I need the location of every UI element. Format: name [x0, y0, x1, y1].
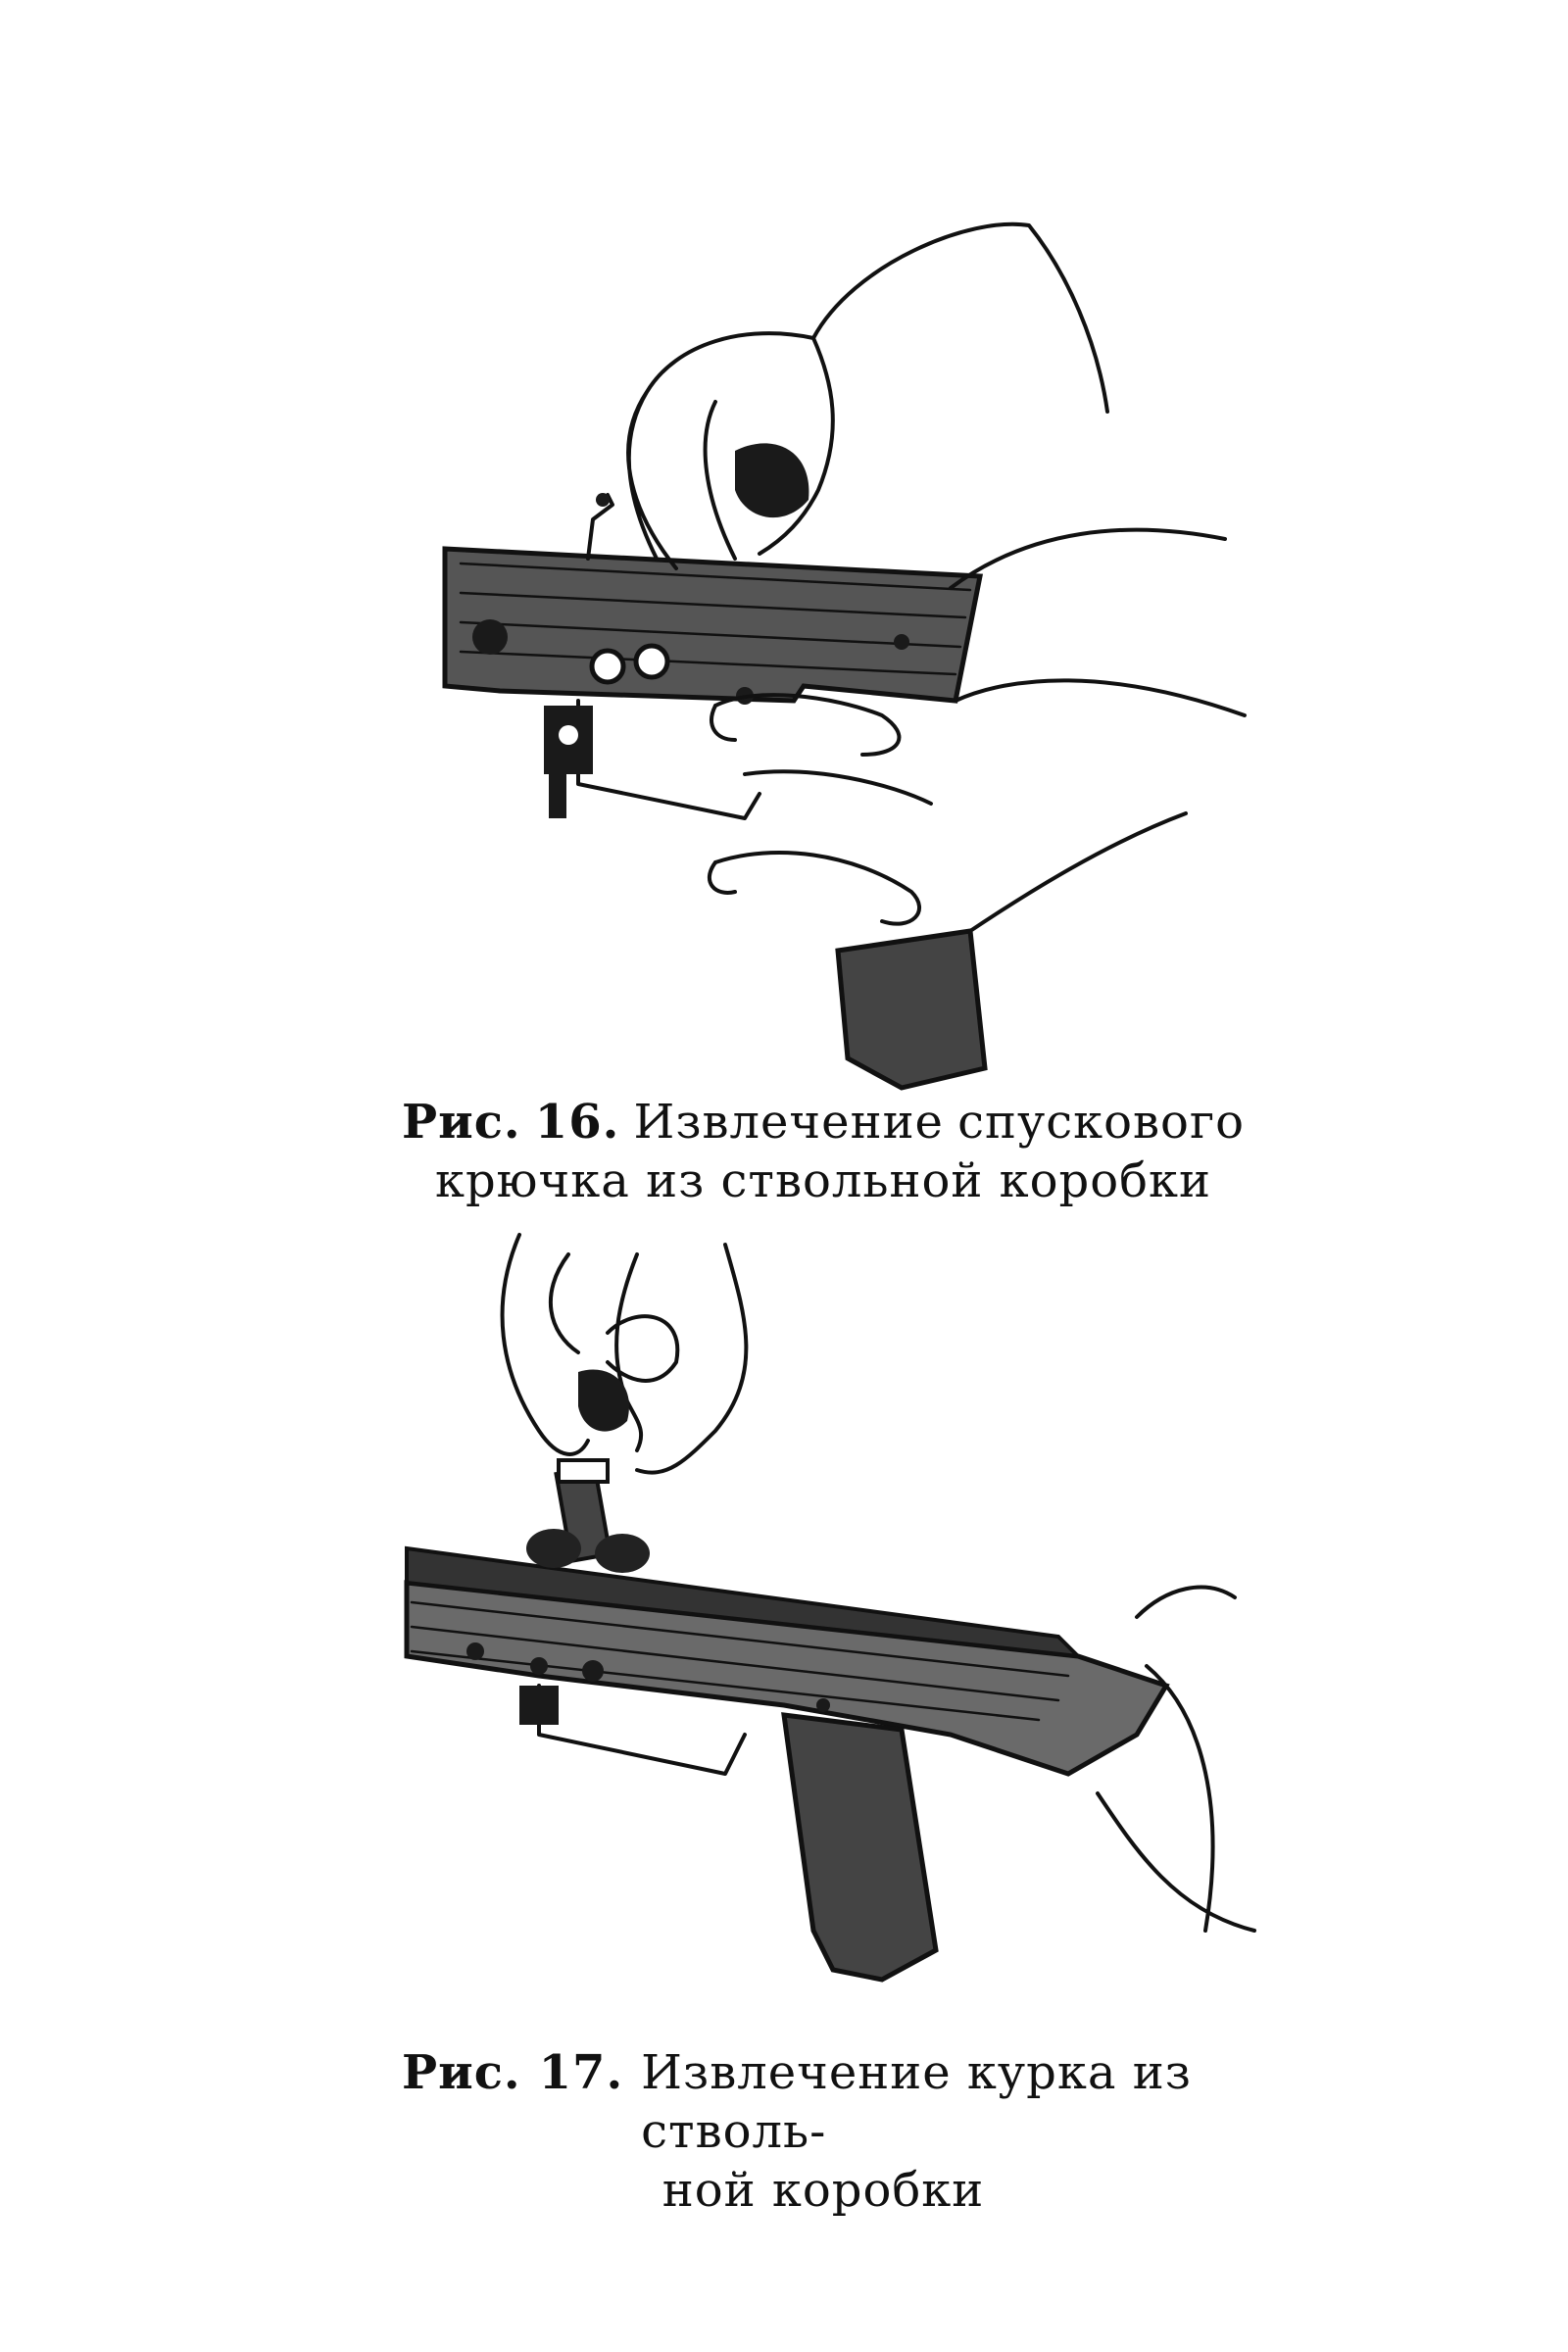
hammer-part: [526, 1460, 650, 1573]
figure-number: 16.: [534, 1095, 620, 1150]
figure-17-caption-line-2: ной коробки: [662, 2163, 985, 2218]
right-hand: [1098, 1588, 1254, 1931]
figure-number: 17.: [538, 2045, 624, 2100]
pistol-grip: [838, 931, 985, 1088]
upper-hand: [503, 1235, 747, 1473]
figure-16-caption-line-2: крючка из ствольной коробки: [434, 1153, 1212, 1208]
figure-16-illustration: [421, 206, 1264, 1107]
figure-17-illustration: [392, 1225, 1274, 2087]
figure-label: Рис.: [402, 1095, 521, 1150]
pistol-grip: [784, 1715, 936, 1980]
caption-word: Извлечение: [633, 1095, 944, 1150]
caption-word: спускового: [957, 1095, 1245, 1150]
figure-label: Рис.: [402, 2045, 521, 2100]
figure-16-caption-line-1: [402, 1093, 1245, 1152]
figure-17-caption: [402, 2043, 1245, 2220]
figure-17-caption-line-1: [402, 2043, 1245, 2161]
figure-16-caption: [402, 1093, 1245, 1210]
caption-text: Извлечение курка из ствoль-: [641, 2045, 1192, 2159]
upper-hand: [628, 224, 1107, 568]
